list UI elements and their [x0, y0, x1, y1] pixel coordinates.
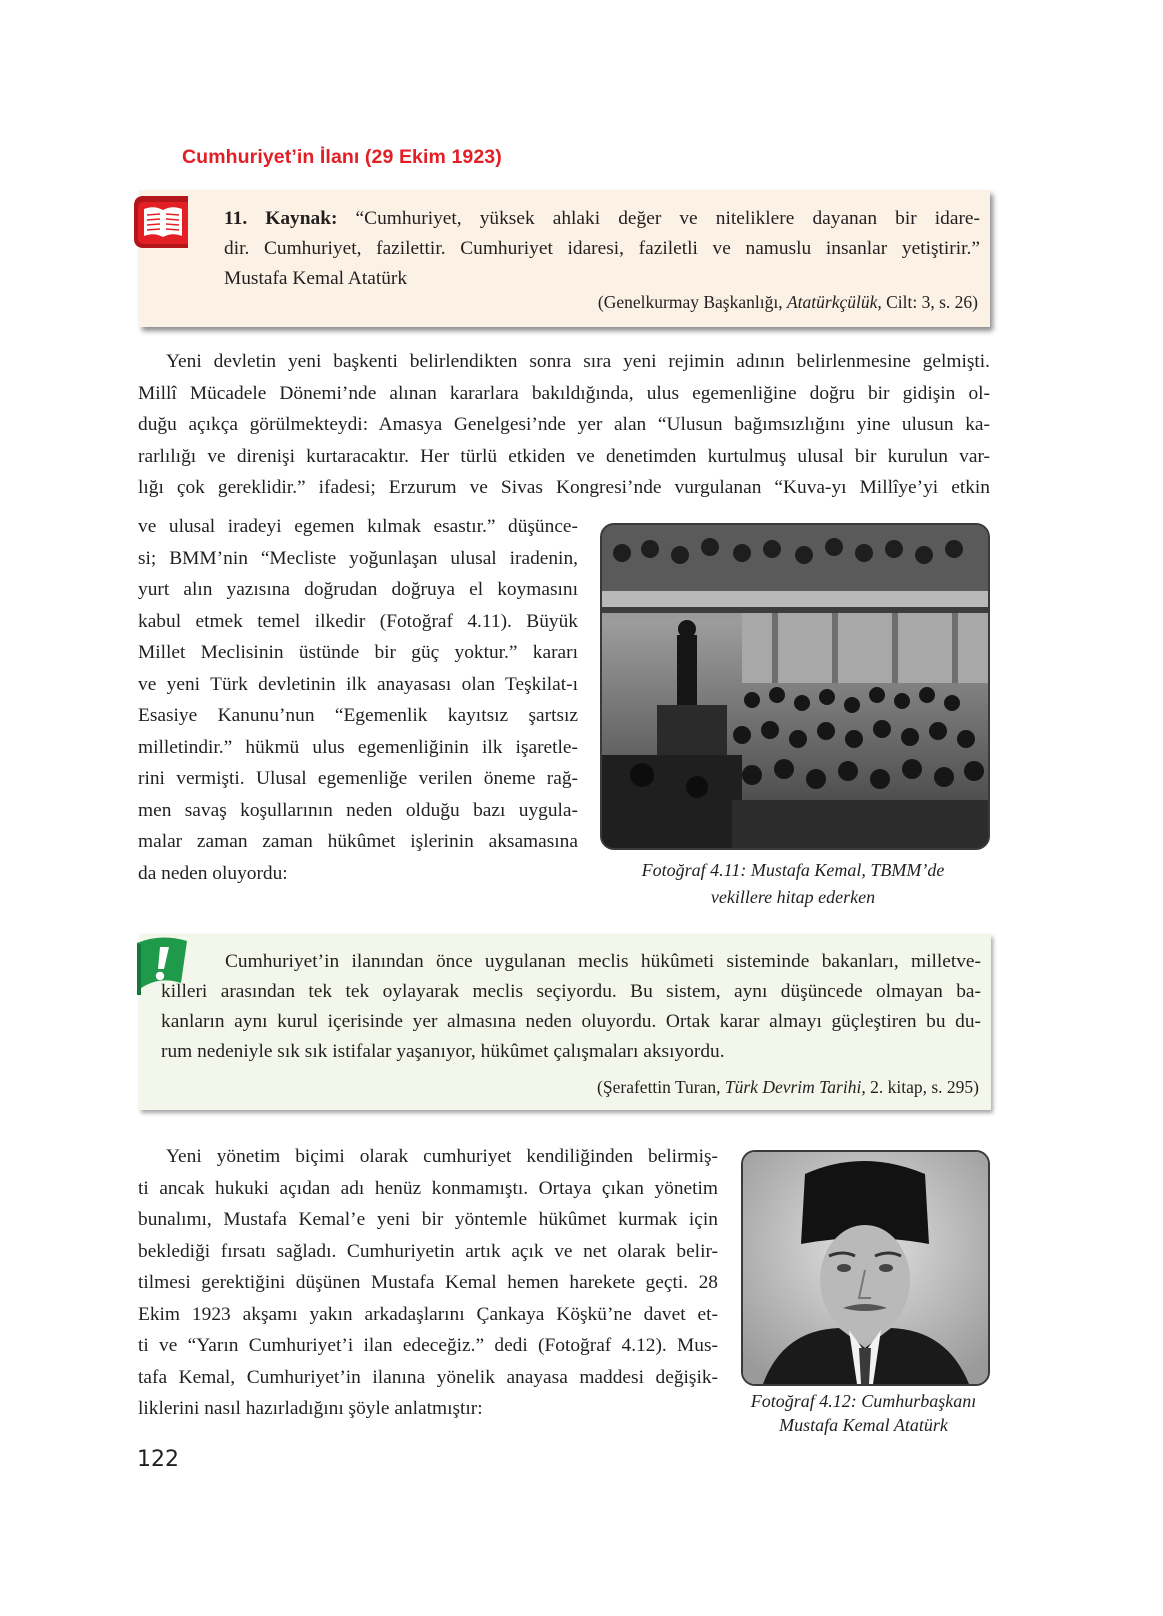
exclamation-flag-icon: [133, 933, 191, 999]
text-line: Millet Meclisinin üstünde bir güç yoktur.” kararı: [138, 642, 578, 663]
text-line: Millî Mücadele Dönemi’nde alınan kararlara bakıldığında, ulus egemenliğine doğru bir gidişin ol-: [138, 382, 990, 404]
text-line: Yeni yönetim biçimi olarak cumhuriyet kendiliğinden belirmiş-: [166, 1146, 718, 1167]
info-line: rum nedeniyle sık sık istifalar yaşanıyor, hükûmet çalışmaları aksıyordu.: [161, 1041, 725, 1062]
text-line: tilmesi gerektiğini düşünen Mustafa Kemal hemen harekete geçti. 28: [138, 1272, 718, 1293]
text-line: rini vermişti. Ulusal egemenliğe verilen öneme rağ-: [138, 768, 578, 789]
paragraph-2: [138, 1141, 718, 1425]
text-line: yurt alın yazısına doğrudan doğruya el koymasını: [138, 579, 578, 600]
text-line: da neden oluyordu:: [138, 862, 288, 884]
text-line: Yeni devletin yeni başkenti belirlendikten sonra sıra yeni rejimin adının belirlenmesine gelmişti.: [166, 351, 990, 372]
text-line: Ekim 1923 akşamı yakın arkadaşlarını Çankaya Köşkü’ne davet et-: [138, 1303, 718, 1325]
text-line: ti ancak hukuki açıdan adı henüz konmamıştı. Ortaya çıkan yönetim: [138, 1177, 718, 1199]
info-box: [139, 934, 991, 1110]
photo-portrait-caption: Fotoğraf 4.12: Cumhurbaşkanı Mustafa Kemal Atatürk: [750, 1391, 977, 1435]
info-line: kanların aynı kurul içerisinde yer almasına neden oluyordu. Ortak karar almayı güçleştiren bu du-: [161, 1011, 981, 1032]
source-box: [139, 190, 990, 327]
text-line: beklediği fırsatı sağladı. Cumhuriyetin artık açık ve net olarak belir-: [138, 1240, 718, 1262]
section-heading: Cumhuriyet’in İlanı (29 Ekim 1923): [182, 146, 502, 168]
text-line: malar zaman zaman hükûmet işlerinin aksamasına: [138, 831, 578, 852]
text-line: duğu açıkça görülmekteydi: Amasya Genelgesi’nde yer alan “Ulusun bağımsızlığını yine ulusun ka-: [138, 414, 990, 435]
page-number: 122: [137, 1447, 179, 1472]
text-line: milletindir.” hükmü ulus egemenliğinin ilk işaretle-: [138, 736, 578, 758]
text-line: Esasiye Kanunu’nun “Egemenlik kayıtsız şartsız: [138, 705, 578, 726]
source-line-1: 11. Kaynak: “Cumhuriyet, yüksek ahlaki değer ve niteliklere dayanan bir idare-: [224, 208, 980, 229]
photo-parliament: [600, 523, 990, 850]
text-line: lığı çok gereklidir.” ifadesi; Erzurum ve Sivas Kongresi’nde vurgulanan “Kuva-yı Millîye’yi etkin: [138, 477, 990, 498]
paragraph-1-narrow: [138, 511, 578, 889]
text-line: tafa Kemal, Cumhuriyet’in ilanına yönelik anayasa maddesi değişik-: [138, 1366, 718, 1388]
source-line-3: Mustafa Kemal Atatürk: [224, 268, 408, 289]
text-line: men savaş koşullarının neden olduğu bazı uygula-: [138, 799, 578, 821]
text-line: liklerini nasıl hazırladığını şöyle anlatmıştır:: [138, 1398, 483, 1419]
text-line: ve yeni Türk devletinin ilk anayasası olan Teşkilat-ı: [138, 673, 578, 695]
source-label: 11. Kaynak:: [224, 208, 338, 229]
text-line: rarlılığı ve direnişi kurtaracaktır. Her türlü etkiden ve denetimden kurtulmuş ulusal bir kurulun var-: [138, 445, 990, 467]
photo-parliament-caption: Fotoğraf 4.11: Mustafa Kemal, TBMM’de vekillere hitap ederken: [641, 860, 945, 907]
paragraph-1-full: [138, 346, 990, 504]
text-line: bunalımı, Mustafa Kemal’e yeni bir yöntemle hükûmet kurmak için: [138, 1209, 718, 1230]
book-icon: [130, 192, 192, 254]
photo-portrait: [741, 1150, 990, 1386]
info-line: killeri arasından tek tek oylayarak meclis seçiyordu. Bu sistem, aynı düşüncede olmayan ba-: [161, 981, 981, 1002]
text-line: kabul etmek temel ilkedir (Fotoğraf 4.11). Büyük: [138, 610, 578, 632]
text-line: si; BMM’nin “Mecliste yoğunlaşan ulusal iradenin,: [138, 547, 578, 569]
info-line: Cumhuriyet’in ilanından önce uygulanan meclis hükûmeti sisteminde bakanları, milletve-: [225, 951, 981, 972]
text-line: ti ve “Yarın Cumhuriyet’i ilan edeceğiz.” dedi (Fotoğraf 4.12). Mus-: [138, 1335, 718, 1356]
info-citation: (Şerafettin Turan, Türk Devrim Tarihi, 2. kitap, s. 295): [597, 1077, 979, 1097]
text-line: ve ulusal iradeyi egemen kılmak esastır.” düşünce-: [138, 516, 578, 537]
source-citation: (Genelkurmay Başkanlığı, Atatürkçülük, Cilt: 3, s. 26): [597, 292, 978, 312]
source-line-2: dir. Cumhuriyet, fazilettir. Cumhuriyet idaresi, faziletli ve namuslu insanlar yetiştirir.”: [224, 238, 980, 259]
